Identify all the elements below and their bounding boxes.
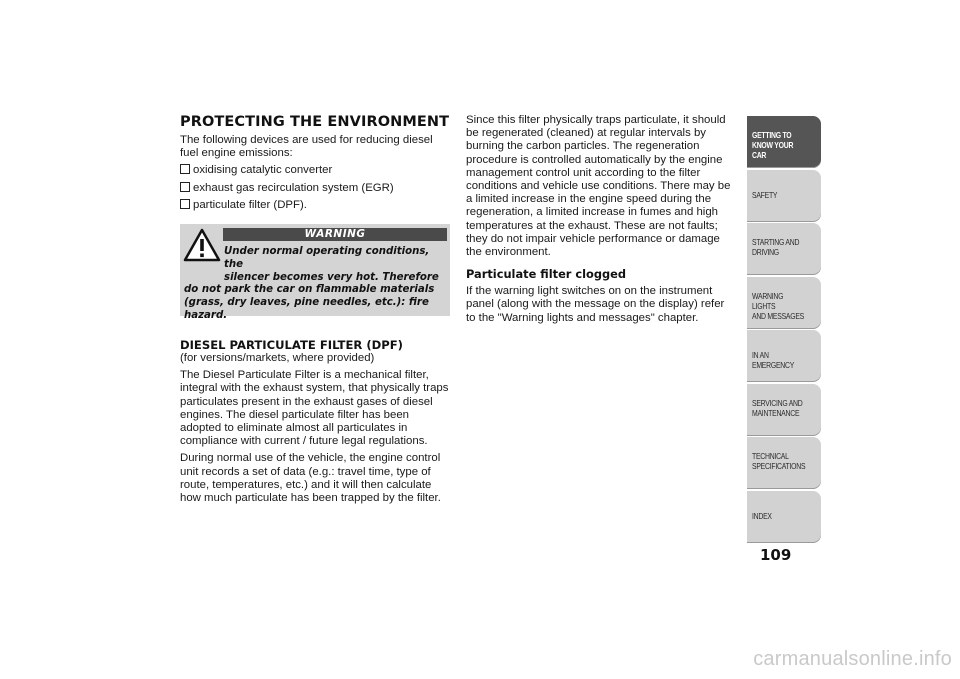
checkbox-bullet-icon (180, 164, 190, 174)
intro-paragraph: The following devices are used for reducing diesel fuel engine emissions: (180, 134, 433, 160)
dpf-paragraph-1: The Diesel Particulate Filter is a mechanical filter, integral with the exhaust system, that physically traps particulates present in the exhaust gases of diesel engines. The diesel particulate filter has been adopted to eliminate almost all particulates in compliance with current / future legal regulations. (180, 369, 449, 448)
tab-in-an-emergency[interactable] (747, 330, 821, 382)
bullet-item (180, 182, 452, 195)
tab-safety[interactable] (747, 170, 821, 222)
bullet-text: exhaust gas recirculation system (EGR) (193, 181, 394, 194)
bullet-text: oxidising catalytic converter (193, 164, 333, 177)
tab-starting-and-driving[interactable] (747, 223, 821, 275)
chapter-tabs (747, 116, 821, 544)
page-number: 109 (760, 546, 792, 564)
tab-label: STARTING AND DRIVING (752, 237, 800, 257)
checkbox-bullet-icon (180, 182, 190, 192)
clogged-text: If the warning light switches on on the instrument panel (along with the message on the display) refer to the "Warning lights and messages" chapter. (466, 285, 725, 324)
warning-box (180, 224, 450, 321)
regeneration-paragraph: Since this filter physically traps particulate, it should be regenerated (cleaned) at regular intervals by burning the carbon particles. The regeneration procedure is controlled automatically by the engine management control unit according to the filter conditions and vehicle use conditions. There may be a limited increase in the engine speed during the regeneration, a limited increase in fumes and high temperatures at the exhaust. These are not faults; they do not impair vehicle performance or damage the environment. (466, 114, 731, 259)
section-title: PROTECTING THE ENVIRONMENT (180, 114, 450, 130)
tab-index[interactable] (747, 491, 821, 543)
tab-label: GETTING TO KNOW YOUR CAR (752, 130, 794, 160)
watermark: carmanualsonline.info (753, 648, 952, 670)
dpf-heading: DIESEL PARTICULATE FILTER (DPF) (180, 338, 403, 353)
right-column (466, 114, 736, 329)
tab-servicing-and-maintenance[interactable] (747, 384, 821, 436)
bullet-item (180, 164, 452, 177)
warning-text (184, 246, 448, 323)
dpf-paragraph-2: During normal use of the vehicle, the engine control unit records a set of data (e.g.: travel time, type of route, temperatures, etc.) and it will then calculate how much particulate has been trapped by the filter. (180, 452, 441, 505)
clogged-heading: Particulate filter clogged (466, 267, 627, 282)
tab-label: SERVICING AND MAINTENANCE (752, 397, 803, 418)
warning-line-rest: do not park the car on flammable materials (grass, dry leaves, pine needles, etc.): fire hazard. (184, 284, 435, 321)
tab-label: TECHNICAL SPECIFICATIONS (752, 451, 806, 471)
tab-label: SAFETY (752, 189, 778, 200)
tab-label: WARNING LIGHTS AND MESSAGES (752, 290, 805, 321)
tab-warning-lights-and-messages[interactable] (747, 277, 821, 329)
tab-getting-to-know-your-car[interactable] (747, 116, 821, 168)
left-column (180, 114, 452, 509)
bullet-text: particulate filter (DPF). (193, 198, 307, 211)
warning-title: WARNING (223, 228, 447, 241)
warning-line-2: silencer becomes very hot. Therefore (224, 271, 439, 283)
tab-label: IN AN EMERGENCY (752, 350, 795, 370)
checkbox-bullet-icon (180, 199, 190, 209)
dpf-subtitle: (for versions/markets, where provided) (180, 352, 375, 365)
tab-technical-specifications[interactable] (747, 437, 821, 489)
warning-line-1: Under normal operating conditions, the (224, 246, 430, 270)
tab-label: INDEX (752, 510, 772, 521)
bullet-item (180, 199, 452, 212)
